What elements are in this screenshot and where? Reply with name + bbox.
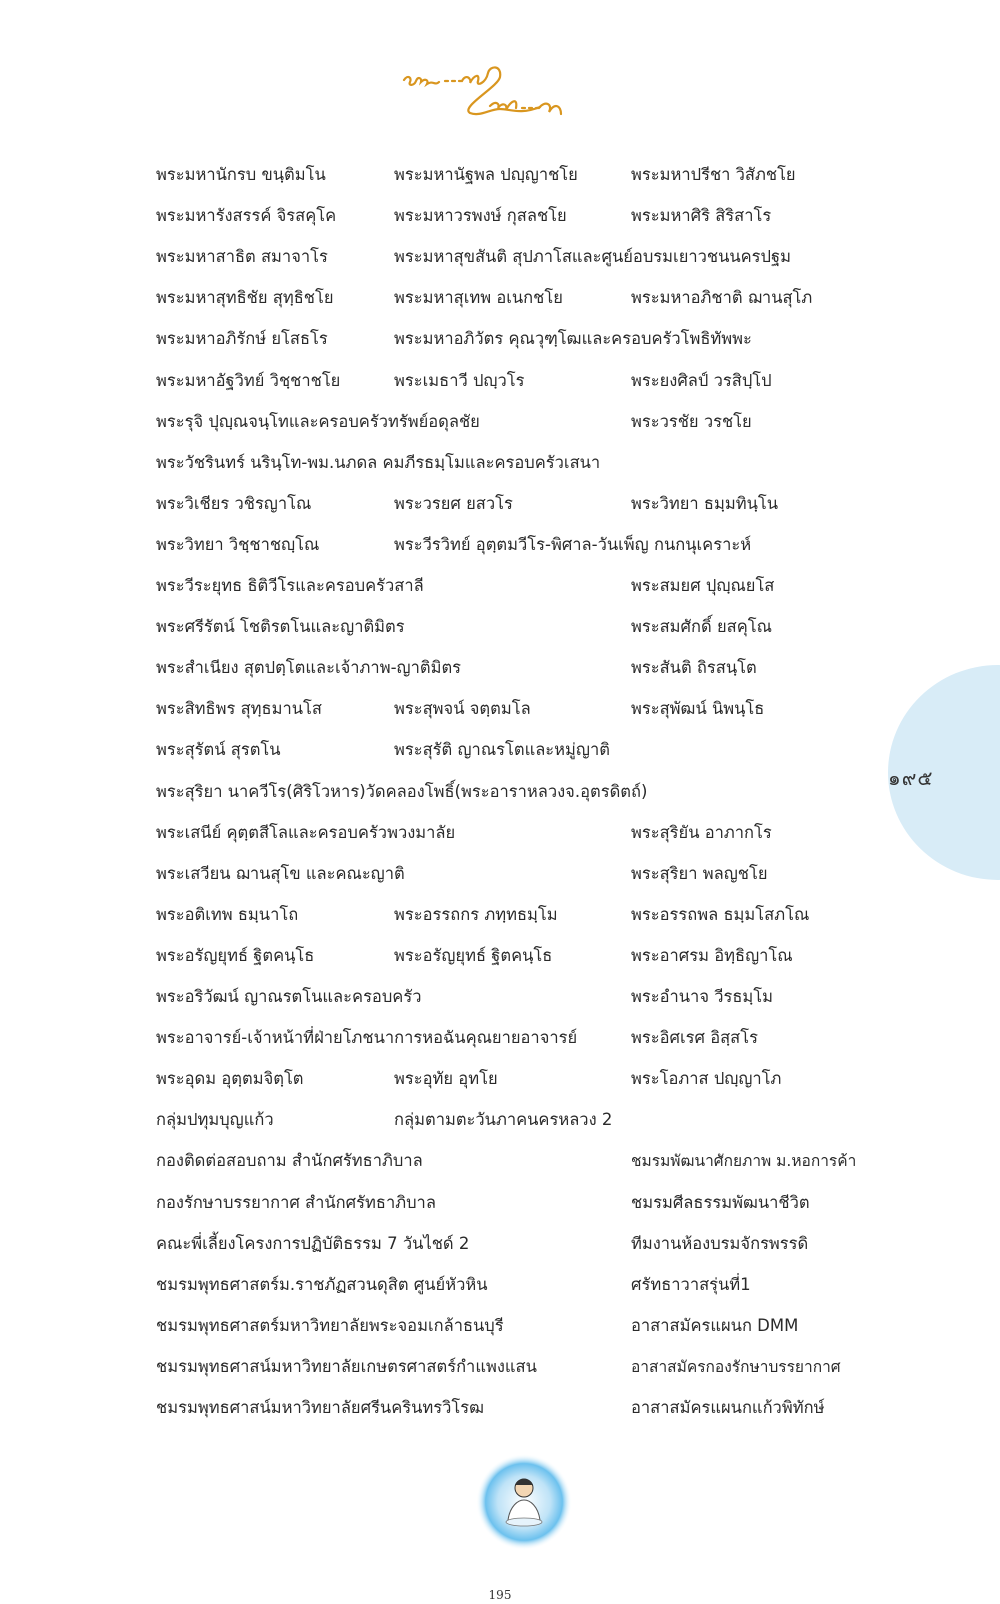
- handwritten-signature-logo: [398, 58, 638, 128]
- name-row: [0, 651, 1000, 685]
- name-row: [0, 405, 1000, 439]
- name-entry: ชมรมพัฒนาศักยภาพ ม.หอการค้า: [631, 1152, 857, 1171]
- name-entry: อาสาสมัครแผนกแก้วพิทักษ์: [631, 1398, 825, 1417]
- name-entry: พระวัชรินทร์ นรินฺโท-พม.นภดล คมภีรธมฺโมและครอบครัวเสนา: [156, 452, 601, 472]
- name-entry: พระอรรถพล ธมฺมโสภโณ: [631, 904, 810, 924]
- name-entry: พระมหานัฐพล ปญฺญาชโย: [394, 165, 578, 184]
- name-row: [0, 199, 1000, 233]
- name-row: [0, 857, 1000, 891]
- name-entry: พระรุจิ ปุญฺณจนฺโทและครอบครัวทรัพย์อดุลชัย: [156, 411, 480, 431]
- name-row: [0, 322, 1000, 356]
- name-entry: พระอรรถกร ภทฺทธมฺโม: [394, 904, 558, 924]
- name-entry: กลุ่มปทุมบุญแก้ว: [156, 1110, 274, 1130]
- name-entry: พระสุริยา พลญชโย: [631, 863, 768, 883]
- name-row: [0, 1350, 1000, 1384]
- name-entry: พระยงศิลป์ วรสิปฺโป: [631, 370, 772, 390]
- name-entry: ชมรมพุทธศาสตร์มหาวิทยาลัยพระจอมเกล้าธนบุรี: [156, 1315, 504, 1335]
- name-row: [0, 1227, 1000, 1261]
- name-row: [0, 1186, 1000, 1220]
- name-row: [0, 158, 1000, 192]
- name-row: [0, 364, 1000, 398]
- name-entry: อาสาสมัครแผนก DMM: [631, 1315, 799, 1335]
- name-entry: พระสุพจน์ จตฺตมโล: [394, 699, 531, 719]
- page-number: 195: [488, 1588, 512, 1602]
- name-entry: พระมหาสุขสันติ สุปภาโสและศูนย์อบรมเยาวชนนครปฐม: [394, 247, 791, 267]
- name-entry: กองรักษาบรรยากาศ สำนักศรัทธาภิบาล: [156, 1192, 436, 1212]
- name-entry: พระโอภาส ปญฺญาโภ: [631, 1069, 782, 1089]
- name-entry: พระวีรวิทย์ อุตฺตมวีโร-พิศาล-วันเพ็ญ กนกนุเคราะห์: [394, 534, 752, 554]
- name-entry: อาสาสมัครกองรักษาบรรยากาศ: [631, 1357, 841, 1376]
- name-entry: พระสิทธิพร สุทฺธมานโส: [156, 699, 322, 719]
- name-entry: พระมหานักรบ ขนฺติมโน: [156, 165, 326, 184]
- name-row: [0, 1103, 1000, 1137]
- name-row: [0, 1309, 1000, 1343]
- name-entry: ชมรมพุทธศาสตร์ม.ราชภัฏสวนดุสิต ศูนย์หัวหิน: [156, 1274, 488, 1294]
- name-row: [0, 487, 1000, 521]
- name-row: [0, 528, 1000, 562]
- name-entry: พระอิศเรศ อิสฺสโร: [631, 1028, 758, 1048]
- name-entry: พระมหาอภิวัตร คุณวุฑฺโฒและครอบครัวโพธิทัพพะ: [394, 329, 752, 349]
- name-row: [0, 446, 1000, 480]
- name-row: [0, 980, 1000, 1014]
- name-entry: พระมหาวรพงษ์ กุสลชโย: [394, 206, 567, 226]
- name-entry: พระมหารังสรรค์ จิรสคุโค: [156, 206, 337, 226]
- name-entry: พระอุทัย อุทโย: [394, 1069, 498, 1089]
- name-entry: พระอรัญยุทธ์ ฐิตคนฺโธ: [394, 945, 553, 965]
- name-entry: พระสุริยา นาควีโร(ศิริโวหาร)วัดคลองโพธิ์(พระอาราหลวงจ.อุตรดิตถ์): [156, 781, 648, 801]
- name-entry: พระสันติ ถิรสนฺโต: [631, 658, 757, 678]
- name-entry: พระอาศรม อิทฺธิญาโณ: [631, 945, 793, 965]
- name-entry: ศรัทธาวาสรุ่นที่1: [631, 1274, 751, 1294]
- name-entry: พระสำเนียง สุตปตฺโตและเจ้าภาพ-ญาติมิตร: [156, 658, 462, 678]
- name-entry: พระเสนีย์ คุตฺตสีโลและครอบครัวพวงมาลัย: [156, 822, 456, 842]
- name-entry: พระสุรัตน์ สุรตโน: [156, 740, 281, 760]
- name-row: [0, 1062, 1000, 1096]
- name-entry: พระมหาสุทธิชัย สุทฺธิชโย: [156, 288, 334, 308]
- name-row: [0, 733, 1000, 767]
- name-entry: พระเมธาวี ปญฺวโร: [394, 370, 525, 390]
- name-entry: พระวีระยุทธ ธิติวีโรและครอบครัวสาลี: [156, 576, 424, 595]
- name-entry: พระมหาอภิรักษ์ ยโสธโร: [156, 329, 328, 349]
- name-entry: พระมหาสุเทพ อเนกชโย: [394, 288, 563, 308]
- thai-page-number: ๑๙๕: [888, 766, 934, 790]
- name-row: [0, 898, 1000, 932]
- name-entry: กองติดต่อสอบถาม สำนักศรัทธาภิบาล: [156, 1151, 423, 1171]
- monk-emblem-icon: [474, 1452, 574, 1552]
- name-entry: พระอริวัฒน์ ญาณรตโนและครอบครัว: [156, 987, 422, 1006]
- name-entry: พระวรยศ ยสวโร: [394, 493, 513, 513]
- name-entry: พระวรชัย วรชโย: [631, 411, 752, 431]
- name-entry: พระวิทยา วิชฺชาชญฺโณ: [156, 534, 320, 554]
- name-row: [0, 1021, 1000, 1055]
- name-entry: พระสมยศ ปุญฺณยโส: [631, 576, 775, 595]
- name-row: [0, 1144, 1000, 1178]
- name-row: [0, 939, 1000, 973]
- name-row: [0, 1391, 1000, 1425]
- name-row: [0, 240, 1000, 274]
- name-entry: ชมรมพุทธศาสน์มหาวิทยาลัยศรีนครินทรวิโรฒ: [156, 1398, 485, 1417]
- name-entry: ชมรมศีลธรรมพัฒนาชีวิต: [631, 1192, 810, 1212]
- name-entry: พระอำนาจ วีรธมฺโม: [631, 987, 774, 1006]
- name-entry: พระมหาศิริ สิริสาโร: [631, 206, 772, 226]
- name-entry: พระสมศักดิ์ ยสคุโณ: [631, 617, 772, 637]
- name-row: [0, 692, 1000, 726]
- name-entry: พระสุริยัน อาภากโร: [631, 822, 772, 842]
- name-entry: ทีมงานห้องบรมจักรพรรดิ: [631, 1233, 809, 1253]
- name-row: [0, 816, 1000, 850]
- name-entry: พระวิทยา ธมฺมทินฺโน: [631, 493, 779, 513]
- name-entry: พระอติเทพ ธมฺนาโถ: [156, 904, 299, 924]
- name-entry: พระมหาอภิชาติ ฌานสุโภ: [631, 288, 813, 308]
- name-row: [0, 569, 1000, 603]
- name-entry: กลุ่มตามตะวันภาคนครหลวง 2: [394, 1110, 613, 1130]
- name-entry: ชมรมพุทธศาสน์มหาวิทยาลัยเกษตรศาสตร์กำแพงแสน: [156, 1356, 537, 1376]
- name-entry: พระอาจารย์-เจ้าหน้าที่ฝ่ายโภชนาการหอฉันคุณยายอาจารย์: [156, 1028, 578, 1048]
- name-entry: พระอุดม อุตฺตมจิตฺโต: [156, 1069, 304, 1089]
- name-entry: พระศรีรัตน์ โชติรตโนและญาติมิตร: [156, 617, 405, 637]
- name-entry: พระมหาอัฐวิทย์ วิชฺชาชโย: [156, 370, 341, 390]
- name-row: [0, 610, 1000, 644]
- name-entry: พระเสวียน ฌานสุโข และคณะญาติ: [156, 863, 405, 883]
- name-entry: พระมหาสาธิต สมาจาโร: [156, 247, 328, 267]
- name-entry: พระวิเชียร วชิรญาโณ: [156, 493, 312, 513]
- name-entry: พระสุพัฒน์ นิพนฺโธ: [631, 699, 765, 719]
- name-entry: พระอรัญยุทธ์ ฐิตคนฺโธ: [156, 945, 315, 965]
- name-entry: พระสุรัติ ญาณรโตและหมู่ญาติ: [394, 740, 610, 760]
- name-row: [0, 281, 1000, 315]
- name-entry: พระมหาปรีชา วิสัภชโย: [631, 165, 796, 184]
- name-row: [0, 775, 1000, 809]
- name-entry: คณะพี่เลี้ยงโครงการปฏิบัติธรรม 7 วันไชด์ 2: [156, 1233, 470, 1253]
- name-row: [0, 1268, 1000, 1302]
